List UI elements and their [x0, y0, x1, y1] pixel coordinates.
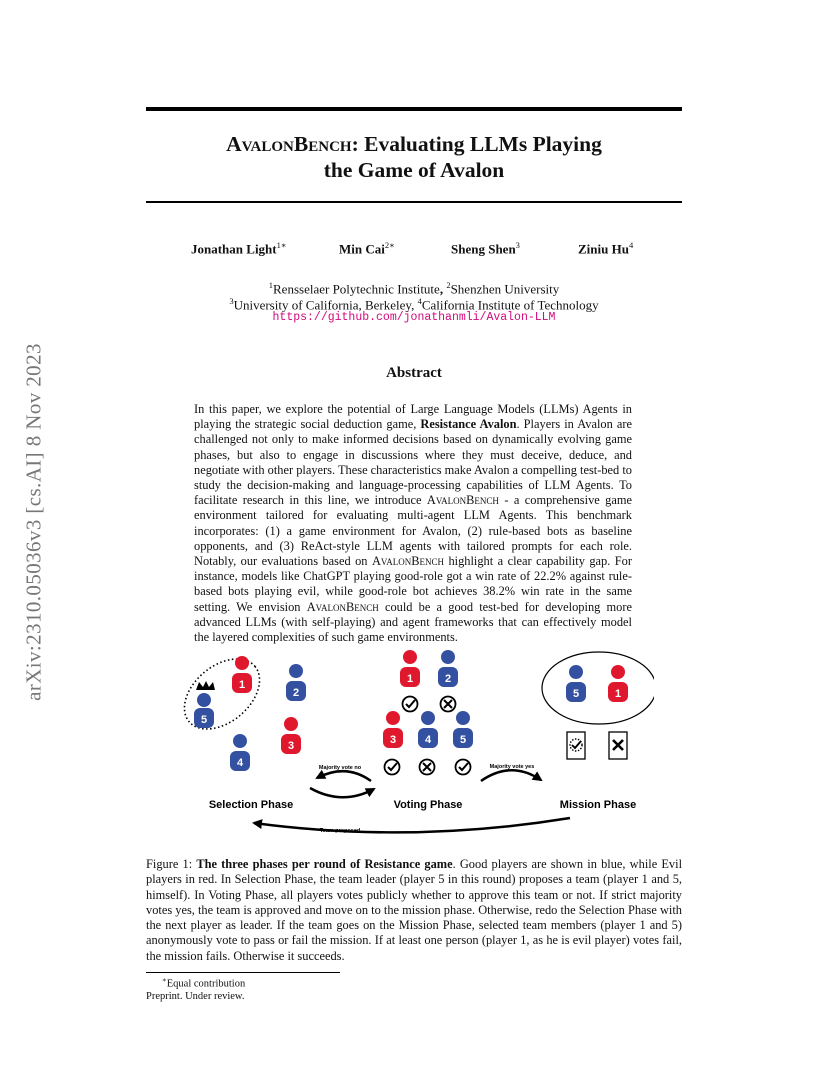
title-line2: the Game of Avalon [323, 158, 505, 182]
vote-player-3-check-icon [385, 760, 400, 775]
voting-team-player-2 [438, 650, 458, 687]
author-min-cai: Min Cai$^{2∗}$ [339, 240, 395, 257]
arxiv-sidebar-stamp: arXiv:2310.05036v3 [cs.AI] 8 Nov 2023 [21, 343, 46, 701]
three-phases-figure [170, 646, 654, 842]
svg-text:2: 2 [292, 687, 300, 699]
arrow-team-proposed-to-voting [310, 788, 374, 797]
svg-text:3: 3 [389, 734, 397, 746]
affiliations-line-2: $^3$University of California, Berkeley, $^4$California Institute of Technology [229, 296, 599, 313]
svg-text:5: 5 [572, 688, 580, 700]
svg-text:2: 2 [444, 673, 452, 685]
player-5-good-leader [194, 693, 214, 728]
mission-pass-card-icon [567, 732, 585, 759]
voting-player-3 [383, 711, 403, 748]
svg-text:3: 3 [287, 740, 295, 752]
author-sheng-shen: Sheng Shen$^3$ [451, 240, 520, 257]
svg-text:5: 5 [200, 714, 208, 726]
svg-text:4: 4 [424, 734, 432, 746]
arrow-vote-no-to-selection [317, 771, 371, 781]
leader-crown-icon [196, 681, 215, 690]
svg-text:5: 5 [459, 734, 467, 746]
author-jonathan-light: Jonathan Light$^{1∗}$ [191, 240, 287, 257]
label-voting-phase: Voting Phase [393, 799, 463, 811]
footnote-equal-contribution: ∗Equal contribution [162, 976, 246, 990]
abstract-body: In this paper, we explore the potential of Large Language Models (LLMs) Agents in playing the strategic social deduction game, Resistance Avalon. Players in Avalon are challenged not only to make informed decisions based on dynamically evolving game phases, but also to engage in discussions where they must deceive, deduce, and negotiate with other players. These characteristics make Avalon a compelling test-bed to study the decision-making and language-processing capabilities of LLM Agents. To facilitate research in this line, we introduce AvalonBench - a comprehensive game environment tailored for evaluating multi-agent LLM Agents. This benchmark incorporates: (1) a game environment for Avalon, (2) rule-based bots as baseline opponents, and (3) ReAct-style LLM agents with tailored prompts for each role. Notably, our evaluations based on AvalonBench highlight a clear capability gap. For instance, models like ChatGPT playing good-role got a win rate of 22.2% against rule-based bots playing evil, while good-role bot achieves 38.2% win rate in the same setting. We envision AvalonBench could be a good test-bed for developing more advanced LLMs (with self-playing) and agent frameworks that can effectively model the layered complexities of such game environments. [194, 402, 632, 645]
team-approve-vote-check-icon [403, 697, 418, 712]
mission-team-player-1 [608, 665, 628, 702]
proposed-team-dashed-ellipse [171, 646, 273, 743]
mission-fail-card-icon [609, 732, 627, 759]
github-link[interactable]: https://github.com/jonathanmli/Avalon-LLM [272, 311, 556, 324]
footnote-rule [146, 972, 340, 973]
player-2-good [286, 664, 306, 701]
player-3-evil [281, 717, 301, 754]
figure-1-caption: Figure 1: The three phases per round of Resistance game. Good players are shown in blue, while Evil players in red. In Selection Phase, the team leader (player 5 in this round) proposes a team (player 1 and 5, himself). In Voting Phase, all players votes publicly whether to approve this team or not. If strict majority votes yes, the team is approved and move on to the mission phase. Otherwise, redo the Selection Phase with the next player as leader. If the team goes on the Mission Phase, selected team members (player 1 and 5) anonymously vote to pass or fail the mission. If at least one person (player 1, as he is evil player) votes fail, the mission fails. Otherwise it succeeds. [146, 857, 683, 963]
arrow-vote-yes-to-mission [481, 770, 541, 781]
author-ziniu-hu: Ziniu Hu$^4$ [578, 240, 634, 257]
abstract-heading: Abstract [386, 365, 442, 381]
author-list [0, 240, 828, 256]
voting-player-4 [418, 711, 438, 748]
voting-team-player-1 [400, 650, 420, 687]
svg-text:4: 4 [236, 757, 244, 769]
mission-team-ellipse [542, 652, 654, 724]
label-selection-phase: Selection Phase [208, 799, 294, 811]
vote-player-5-check-icon [456, 760, 471, 775]
svg-text:1: 1 [406, 673, 414, 685]
label-majority-vote-no: Majority vote no [318, 765, 362, 771]
paper-title [146, 131, 682, 183]
preprint-note: Preprint. Under review. [146, 991, 245, 1002]
affiliations-line-1: $^1$Rensselaer Polytechnic Institute, $^2$Shenzhen University [268, 280, 560, 297]
label-mission-phase: Mission Phase [559, 799, 637, 811]
svg-text:1: 1 [238, 679, 246, 691]
title-top-rule [146, 107, 682, 111]
player-4-good [230, 734, 250, 771]
voting-player-5 [453, 711, 473, 748]
title-bottom-rule [146, 201, 682, 203]
svg-text:1: 1 [614, 688, 622, 700]
team-reject-vote-cross-icon [441, 697, 456, 712]
arrow-mission-to-selection [254, 818, 570, 832]
mission-team-player-5 [566, 665, 586, 702]
vote-player-4-cross-icon [420, 760, 435, 775]
label-team-proposed: Team proposed [319, 828, 361, 834]
title-benchmark-name: AvalonBench [226, 132, 352, 156]
label-majority-vote-yes: Majority vote yes [489, 764, 535, 770]
title-line1-rest: : Evaluating LLMs Playing [351, 132, 602, 156]
